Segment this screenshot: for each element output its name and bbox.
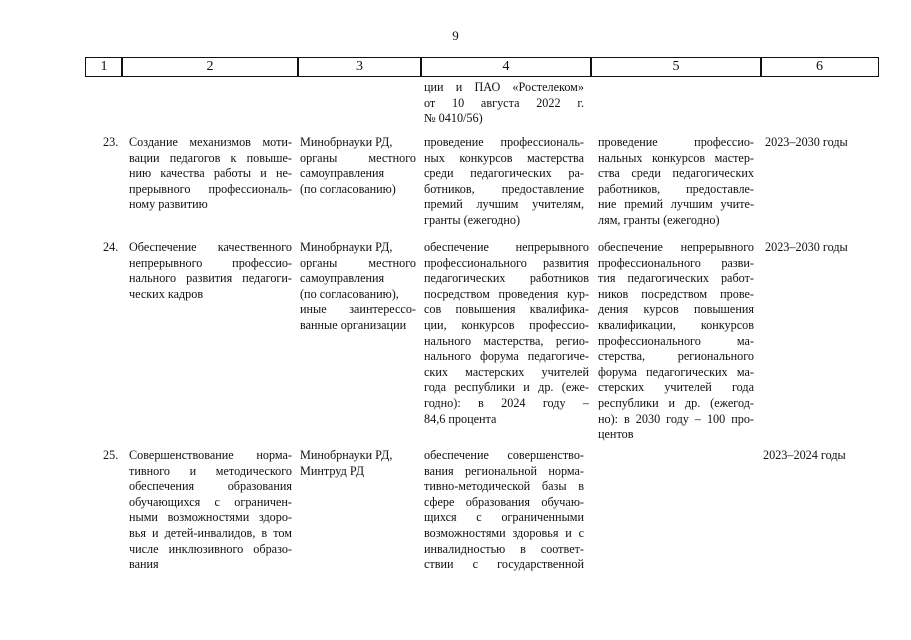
text-line: но): в 2030 году – 100 про- — [598, 411, 754, 426]
text-line: премий лучшим учителям, — [424, 197, 584, 212]
text-line: числе инклюзивного образо- — [129, 541, 292, 556]
text-line: ческих кадров — [129, 286, 204, 301]
result-cell — [598, 135, 754, 229]
text-line: проведение профессио- — [598, 135, 754, 149]
text-line: профессионального ма- — [598, 333, 754, 348]
text-line: сфере образования обучаю- — [424, 494, 584, 509]
continuation-cell-col4 — [424, 80, 584, 127]
indicator-cell — [424, 448, 584, 573]
column-header-3: 3 — [297, 57, 422, 77]
row-number: 25. — [103, 448, 119, 462]
period-cell: 2023–2030 годы — [765, 135, 848, 149]
indicator-cell — [424, 240, 589, 427]
text-line: ному развитию — [129, 197, 208, 212]
text-line: инвалидностью в соответ- — [424, 541, 584, 556]
text-line: Минобрнауки РД, — [300, 240, 393, 254]
period-cell: 2023–2030 годы — [765, 240, 848, 254]
text-line: профессионального разви- — [598, 255, 754, 270]
text-line: посредством проведения кур- — [424, 286, 589, 301]
text-line: стерских учителей года — [598, 380, 754, 395]
text-line: ными возможностями здоро- — [129, 510, 292, 525]
text-line: нального форума педагогиче- — [424, 349, 589, 364]
text-line: обучающихся с ограничен- — [129, 494, 292, 509]
text-line: Минтруд РД — [300, 463, 365, 478]
text-line: органы местного — [300, 150, 416, 165]
indicator-cell — [424, 135, 584, 229]
text-line: проведение профессиональ- — [424, 135, 584, 149]
executors-cell — [300, 135, 416, 197]
text-line: нальных конкурсов мастер- — [598, 150, 754, 165]
text-line: республики и др. (ежегод- — [598, 395, 754, 410]
text-line: нального развития педагоги- — [129, 271, 292, 286]
text-line: прерывного профессиональ- — [129, 181, 292, 196]
executors-cell — [300, 448, 416, 479]
text-line: обеспечение непрерывного — [424, 240, 589, 254]
measure-cell — [129, 448, 292, 573]
text-line: тивно-методической базы в — [424, 479, 584, 494]
text-line: обеспечения образования — [129, 479, 292, 494]
text-line: органы местного — [300, 255, 416, 270]
text-line: Минобрнауки РД, — [300, 448, 393, 462]
text-line: (по согласованию), — [300, 286, 399, 301]
text-line: ных конкурсов мастерства — [424, 150, 584, 165]
text-line: педагогических работников — [424, 271, 589, 286]
text-line: среди педагогических ра- — [424, 166, 584, 181]
text-line: вания — [129, 557, 159, 572]
text-line: возможностями здоровья и с — [424, 525, 584, 540]
text-line: ствии с государственной — [424, 557, 584, 572]
text-line: Совершенствование норма- — [129, 448, 292, 462]
text-line: профессионального развития — [424, 255, 589, 270]
text-line: дения курсов повышения — [598, 302, 754, 317]
text-line: ников посредством прове- — [598, 286, 754, 301]
text-line: вации педагогов к повыше- — [129, 150, 292, 165]
text-line: 84,6 процента — [424, 411, 497, 426]
executors-cell — [300, 240, 416, 334]
column-header-4: 4 — [420, 57, 592, 77]
text-line: ции и ПАО «Ростелеком» — [424, 80, 584, 94]
column-header-1: 1 — [85, 57, 123, 77]
text-line: лям, гранты (ежегодно) — [598, 212, 720, 227]
text-line: года республики и др. (еже- — [424, 380, 589, 395]
page-number: 9 — [452, 28, 459, 43]
text-line: стерства, регионального — [598, 349, 754, 364]
text-line: непрерывного профессио- — [129, 255, 292, 270]
measure-cell — [129, 135, 292, 213]
column-header-2: 2 — [121, 57, 299, 77]
column-header-6: 6 — [760, 57, 879, 77]
text-line: гранты (ежегодно) — [424, 212, 521, 227]
text-line: обеспечение непрерывного — [598, 240, 754, 254]
text-line: Минобрнауки РД, — [300, 135, 393, 149]
text-line: тивного и методического — [129, 463, 292, 478]
text-line: форума педагогических ма- — [598, 364, 754, 379]
text-line: вья и детей-инвалидов, в том — [129, 525, 292, 540]
text-line: тия педагогических работ- — [598, 271, 754, 286]
text-line: центов — [598, 427, 634, 442]
text-line: самоуправления — [300, 271, 385, 286]
text-line: работников, предоставле- — [598, 181, 754, 196]
text-line: ванные организации — [300, 317, 407, 332]
text-line: иные заинтерессо- — [300, 302, 416, 317]
text-line: (по согласованию) — [300, 181, 396, 196]
result-cell — [598, 240, 754, 443]
text-line: годно): в 2024 году – — [424, 395, 589, 410]
text-line: нального мастерства, регио- — [424, 333, 589, 348]
text-line: щихся с ограниченными — [424, 510, 584, 525]
text-line: ских мастерских учителей — [424, 364, 589, 379]
text-line: Создание механизмов моти- — [129, 135, 292, 149]
row-number: 24. — [103, 240, 119, 254]
text-line: ботников, предоставление — [424, 181, 584, 196]
text-line: квалификации, конкурсов — [598, 317, 754, 332]
column-header-5: 5 — [590, 57, 762, 77]
text-line: ции, конкурсов профессио- — [424, 317, 589, 332]
text-line: ние премий лучшим учите- — [598, 197, 754, 212]
text-line: от 10 августа 2022 г. — [424, 95, 584, 110]
text-line: самоуправления — [300, 166, 385, 181]
text-line: нию качества работы и не- — [129, 166, 292, 181]
text-line: № 0410/56) — [424, 111, 483, 126]
text-line: сов повышения квалифика- — [424, 302, 589, 317]
text-line: вания региональной норма- — [424, 463, 584, 478]
measure-cell — [129, 240, 292, 302]
row-number: 23. — [103, 135, 119, 149]
period-cell: 2023–2024 годы — [763, 448, 846, 462]
text-line: ства среди педагогических — [598, 166, 754, 181]
text-line: обеспечение совершенство- — [424, 448, 584, 462]
text-line: Обеспечение качественного — [129, 240, 292, 254]
